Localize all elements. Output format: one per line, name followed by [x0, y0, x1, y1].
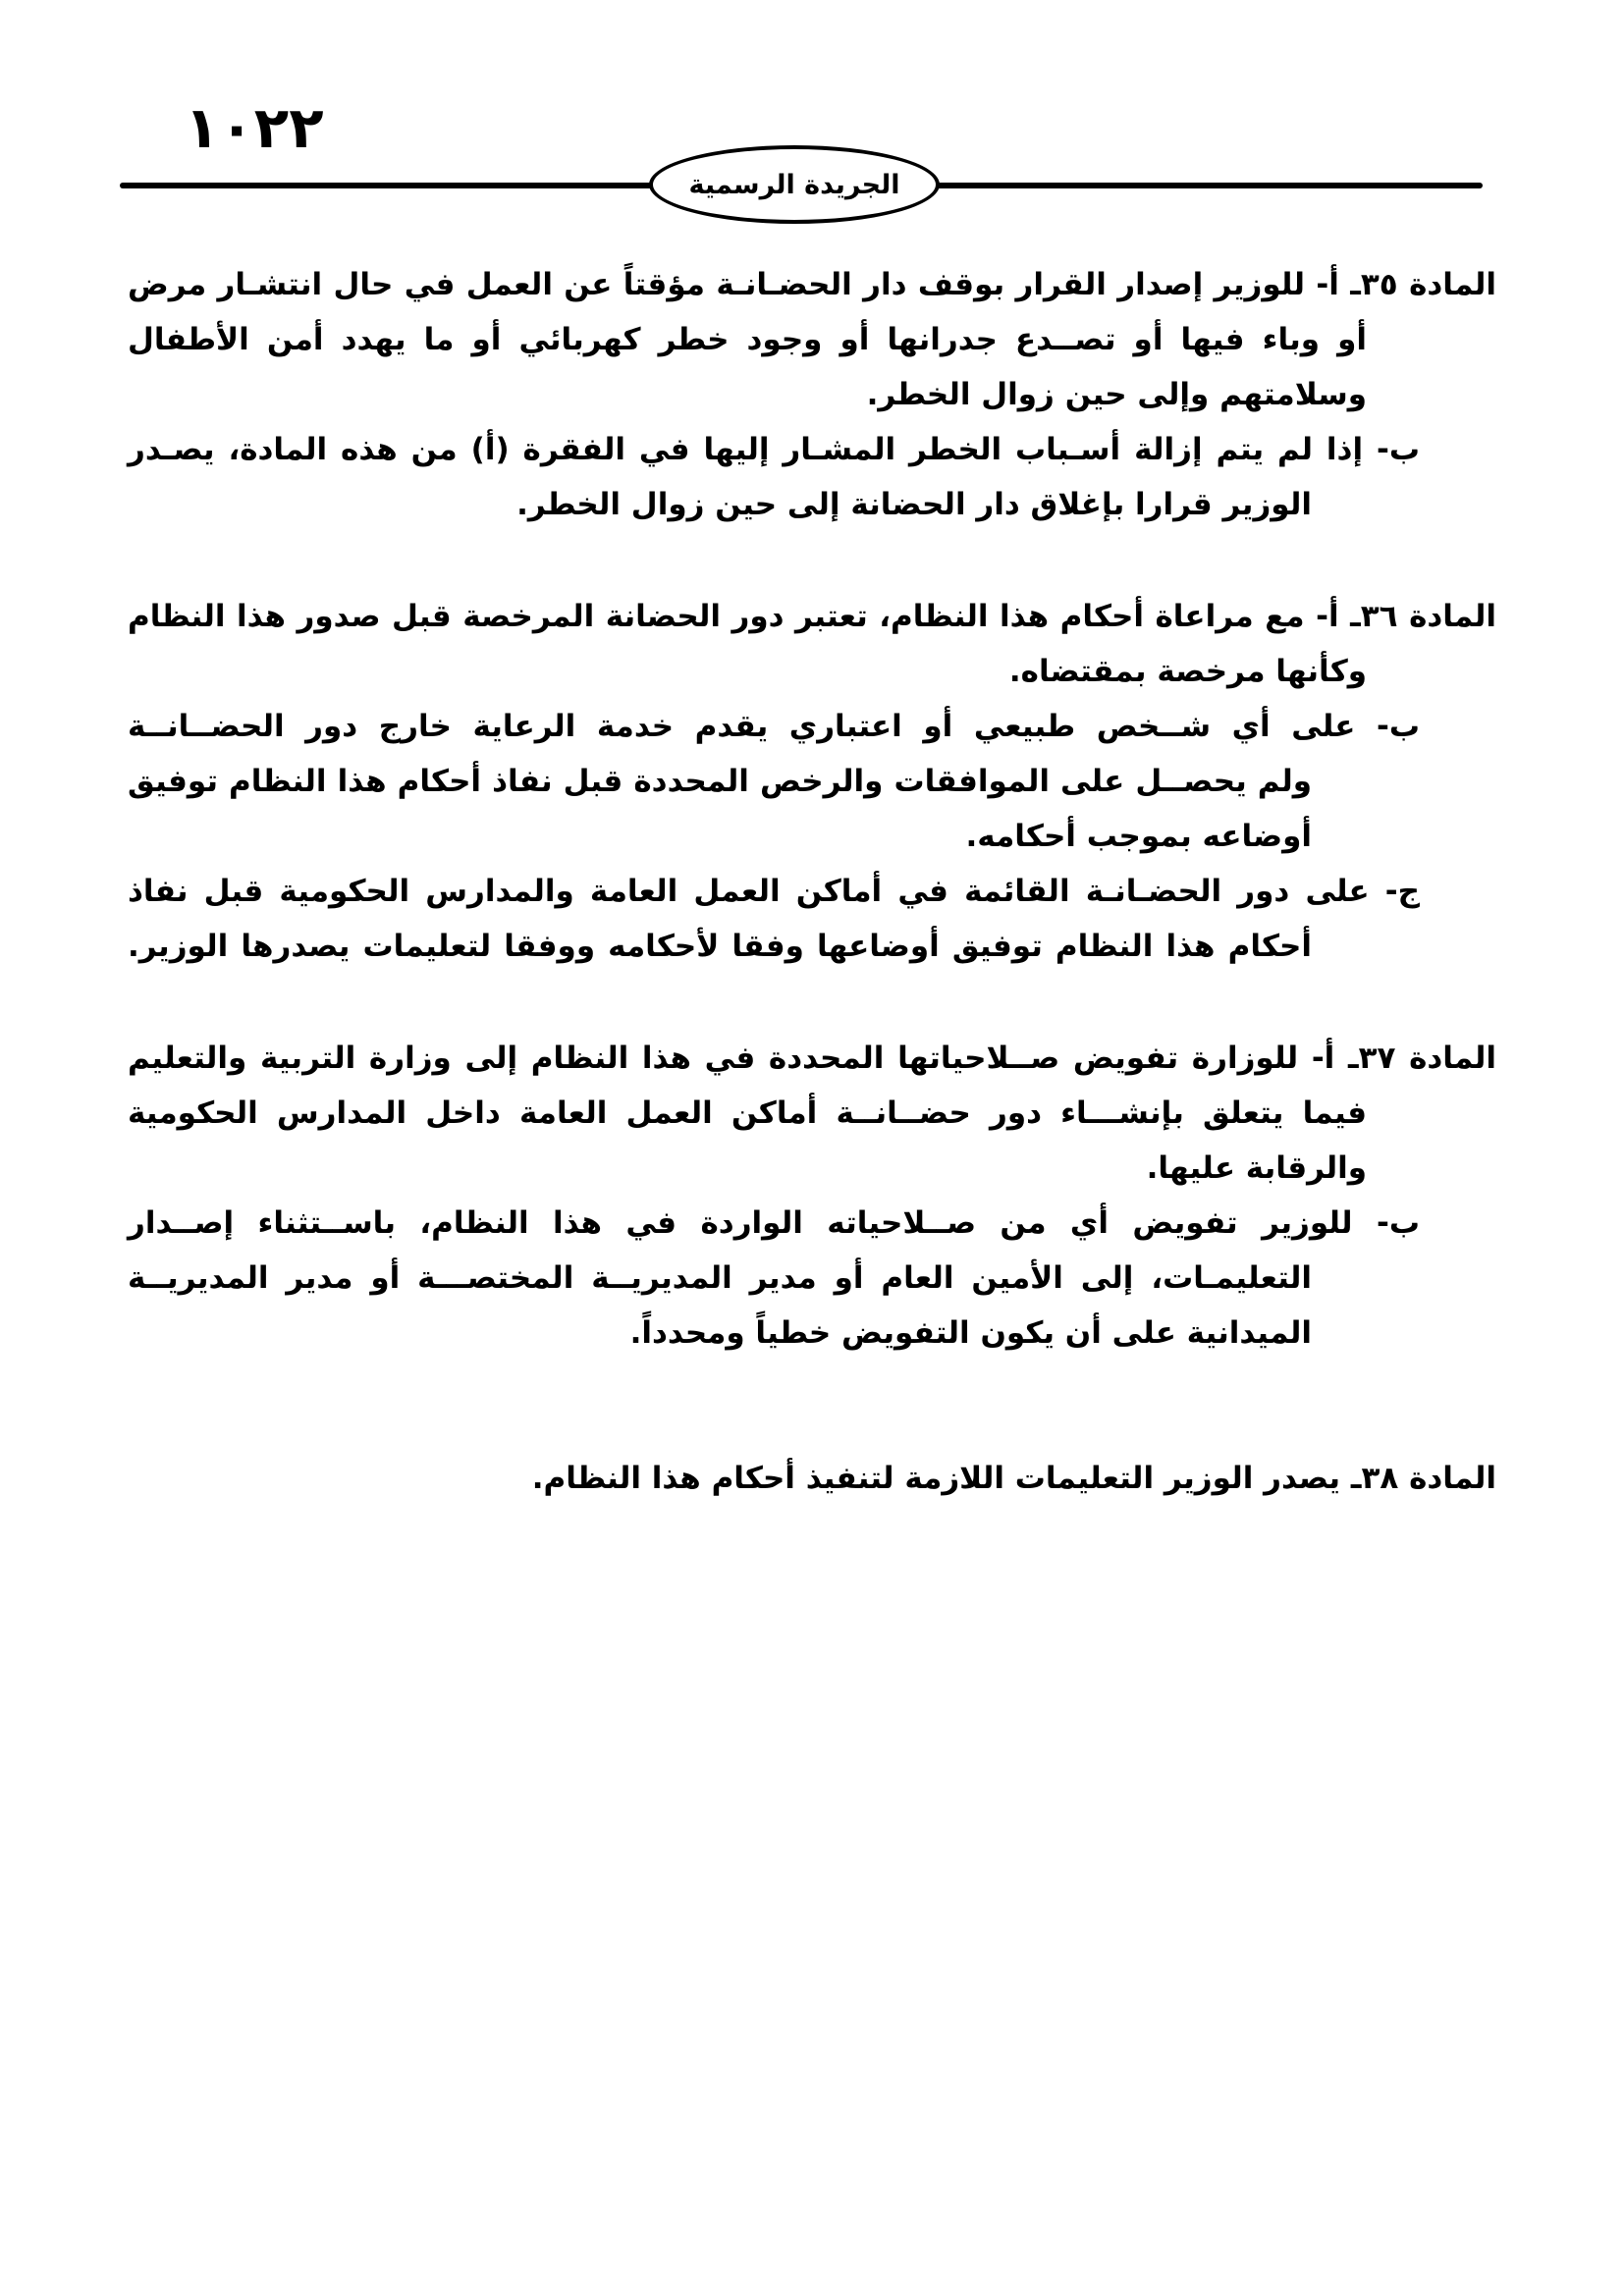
article-line: الوزير قرارا بإغلاق دار الحضانة إلى حين زوال الخطر. [516, 487, 1312, 522]
article-line: أحكام هذا النظام توفيق أوضاعها وفقا لأحكامه ووفقا لتعليمات يصدرها الوزير. [128, 929, 1312, 964]
gazette-title: الجريدة الرسمية [688, 169, 900, 200]
article-line: والرقابة عليها. [1146, 1150, 1367, 1186]
article-37 [128, 1031, 1496, 1361]
article-line: المادة ٣٨ـ يصدر الوزير التعليمات اللازمة لتنفيذ أحكام هذا النظام. [531, 1461, 1496, 1496]
article-line: وسلامتهم وإلى حين زوال الخطر. [866, 377, 1367, 412]
article-line: المادة ٣٦ـ أ- مع مراعاة أحكام هذا النظام، تعتبر دور الحضانة المرخصة قبل صدور هذا النظام [128, 599, 1496, 634]
article-line: أو وباء فيها أو تصــدع جدرانها أو وجود خطر كهربائي أو ما يهدد أمن الأطفال [128, 322, 1367, 357]
article-line: وكأنها مرخصة بمقتضاه. [1008, 654, 1367, 689]
article-line: ب- على أي شــخص طبيعي أو اعتباري يقدم خدمة الرعاية خارج دور الحضــانــة [128, 709, 1420, 744]
article-line: ولم يحصــل على الموافقات والرخص المحددة قبل نفاذ أحكام هذا النظام توفيق [128, 764, 1312, 799]
document-body [128, 257, 1496, 1563]
article-line: المادة ٣٧ـ أ- للوزارة تفويض صــلاحياتها المحددة في هذا النظام إلى وزارة التربية والتعليم [128, 1041, 1496, 1076]
article-35 [128, 257, 1496, 532]
article-line: المادة ٣٥ـ أ- للوزير إصدار القرار بوقف دار الحضـانـة مؤقتاً عن العمل في حال انتشـار مرض [128, 267, 1496, 302]
article-line: ج- على دور الحضـانـة القائمة في أماكن العمل العامة والمدارس الحكومية قبل نفاذ [128, 874, 1420, 909]
article-line: أوضاعه بموجب أحكامه. [965, 819, 1312, 854]
page-number: ١٠٢٢ [185, 94, 324, 161]
article-line: التعليمـات، إلى الأمين العام أو مدير المديريــة المختصـــة أو مدير المديريــة [128, 1260, 1312, 1296]
article-38 [128, 1451, 1496, 1506]
article-line: ب- للوزير تفويض أي من صــلاحياته الواردة في هذا النظام، باســتثناء إصــدار [128, 1205, 1420, 1241]
article-36 [128, 589, 1496, 974]
article-line: فيما يتعلق بإنشـــاء دور حضــانــة أماكن العمل العامة داخل المدارس الحكومية [128, 1095, 1367, 1131]
article-line: الميدانية على أن يكون التفويض خطياً ومحدداً. [629, 1315, 1312, 1351]
gazette-title-badge [649, 145, 940, 224]
article-line: ب- إذا لم يتم إزالة أسـباب الخطر المشـار إليها في الفقرة (أ) من هذه المادة، يصـدر [128, 432, 1420, 467]
